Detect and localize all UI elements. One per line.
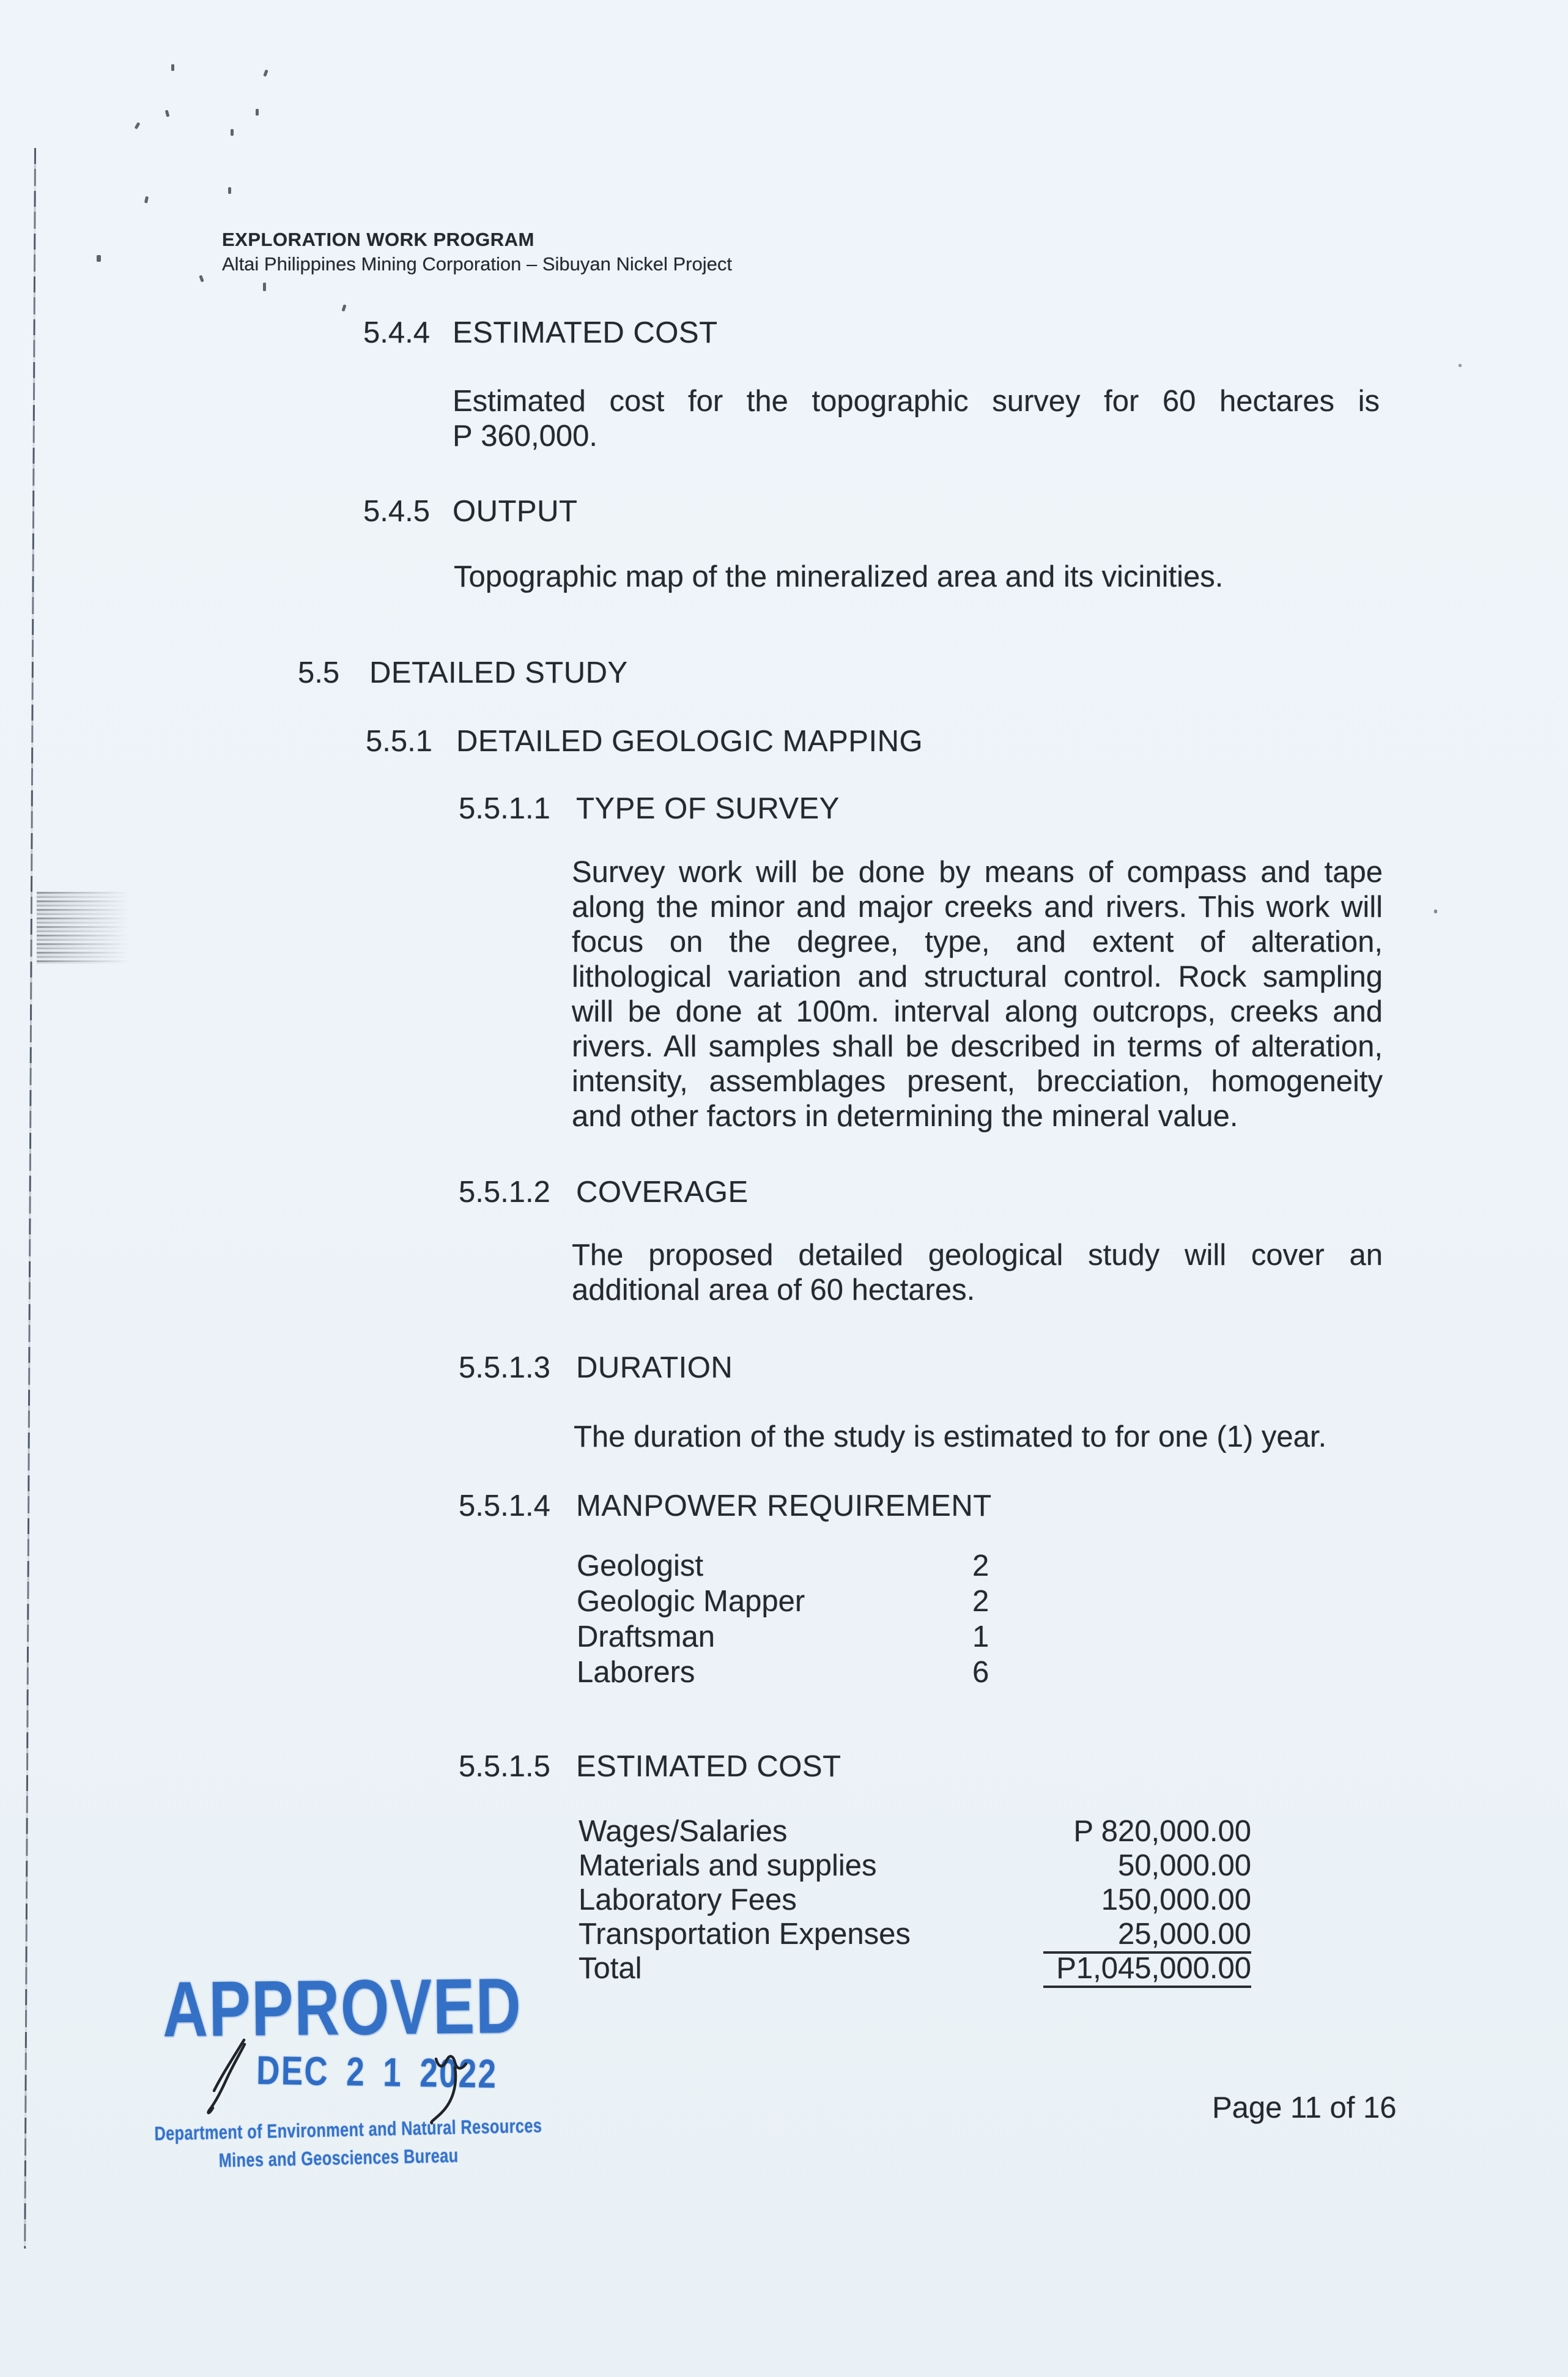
section-title: ESTIMATED COST xyxy=(576,1750,841,1783)
scan-speckle xyxy=(228,187,231,194)
manpower-row xyxy=(577,1620,1041,1655)
manpower-table xyxy=(577,1549,1041,1691)
scan-speckle xyxy=(231,129,234,136)
paragraph-coverage: The proposed detailed geological study will cover an additional area of 60 hectares. xyxy=(572,1239,1383,1307)
company-project-line: Altai Philippines Mining Corporation – Sibuyan Nickel Project xyxy=(222,253,732,275)
cost-row xyxy=(579,1814,1251,1849)
section-number: 5.5.1.4 xyxy=(459,1489,550,1522)
agency-stamp-line2: Mines and Geosciences Bureau xyxy=(218,2144,459,2171)
section-number: 5.5 xyxy=(298,656,340,689)
manpower-role: Geologist xyxy=(577,1549,704,1582)
cost-amount-underlined: 25,000.00 xyxy=(1043,1917,1251,1954)
program-title: EXPLORATION WORK PROGRAM xyxy=(222,229,534,250)
scan-speckle xyxy=(97,255,101,262)
cost-amount: 150,000.00 xyxy=(1101,1883,1251,1916)
section-heading-5511 xyxy=(459,792,840,826)
section-heading-55 xyxy=(298,656,628,690)
scan-speckle xyxy=(263,69,268,76)
scan-edge-line xyxy=(24,148,36,2249)
cost-row xyxy=(579,1849,1251,1883)
section-title: COVERAGE xyxy=(576,1176,749,1209)
section-title: DETAILED STUDY xyxy=(369,656,628,689)
cost-item-label: Materials and supplies xyxy=(579,1849,877,1882)
page-number: Page 11 of 16 xyxy=(1212,2091,1397,2124)
approved-stamp: APPROVED xyxy=(162,1962,522,2053)
date-received-stamp: DEC 2 1 2022 xyxy=(256,2047,498,2097)
section-title: ESTIMATED COST xyxy=(453,316,718,349)
scan-speckle xyxy=(199,275,204,282)
section-number: 5.5.1.3 xyxy=(459,1351,550,1384)
section-number: 5.5.1.5 xyxy=(459,1750,550,1783)
scan-speckle xyxy=(144,196,149,204)
manpower-row xyxy=(577,1655,1041,1691)
cost-amount: 50,000.00 xyxy=(1118,1849,1251,1882)
section-heading-5515 xyxy=(459,1749,841,1784)
cost-item-label: Laboratory Fees xyxy=(579,1883,797,1916)
scan-speckle xyxy=(341,304,346,311)
manpower-role: Laborers xyxy=(577,1656,695,1689)
section-heading-544 xyxy=(363,316,718,350)
section-heading-551 xyxy=(366,724,923,758)
section-heading-545 xyxy=(363,494,577,528)
document-header xyxy=(222,228,732,276)
agency-stamp-line1: Department of Environment and Natural Resources xyxy=(154,2114,542,2145)
cost-item-label: Wages/Salaries xyxy=(579,1815,788,1848)
cost-item-label: Transportation Expenses xyxy=(579,1918,911,1951)
manpower-role: Geologic Mapper xyxy=(577,1585,805,1618)
scan-speckle xyxy=(135,122,141,129)
section-title: TYPE OF SURVEY xyxy=(576,792,840,825)
section-heading-5512 xyxy=(459,1175,749,1209)
cost-row-total xyxy=(579,1951,1251,1986)
section-title: OUTPUT xyxy=(453,495,578,528)
section-number: 5.5.1.1 xyxy=(459,792,550,825)
manpower-role: Draftsman xyxy=(577,1620,716,1653)
section-number: 5.4.5 xyxy=(363,495,430,528)
agency-stamp xyxy=(154,2112,542,2176)
section-number: 5.4.4 xyxy=(363,316,430,349)
section-number: 5.5.1.2 xyxy=(459,1176,550,1209)
manpower-count: 2 xyxy=(972,1585,989,1618)
cost-amount: P 820,000.00 xyxy=(1073,1815,1251,1848)
scan-smudge xyxy=(37,892,133,964)
paragraph-duration: The duration of the study is estimated to for one (1) year. xyxy=(574,1420,1327,1453)
manpower-count: 2 xyxy=(972,1549,989,1582)
manpower-count: 6 xyxy=(972,1656,989,1689)
scan-speckle xyxy=(171,64,174,71)
scan-speckle xyxy=(1434,910,1437,913)
cost-row xyxy=(579,1917,1251,1951)
cost-table xyxy=(579,1814,1251,1986)
paragraph-type-of-survey: Survey work will be done by means of compass and tape along the minor and major creeks and rivers. This work will focus on the degree, type, and extent of alteration, lithological variation and structural control. Rock sampling will be done at 100m. interval along outcrops, creeks and rivers. All samples shall be described in terms of alteration, intensity, assemblages present, brecciation, homogeneity and other factors in determining the mineral value. xyxy=(572,856,1383,1133)
section-title: DURATION xyxy=(576,1351,733,1384)
paragraph-output-topo: Topographic map of the mineralized area and its vicinities. xyxy=(454,560,1224,593)
cost-amount-underlined: P1,045,000.00 xyxy=(1043,1951,1251,1988)
section-title: MANPOWER REQUIREMENT xyxy=(576,1489,992,1522)
paragraph-estimated-cost-topo: Estimated cost for the topographic survey for 60 hectares is P 360,000. xyxy=(453,385,1380,453)
scan-speckle xyxy=(1459,364,1462,367)
manpower-row xyxy=(577,1549,1041,1584)
section-heading-5513 xyxy=(459,1351,733,1385)
cost-row xyxy=(579,1883,1251,1917)
scan-speckle xyxy=(165,110,170,117)
cost-item-label: Total xyxy=(579,1952,642,1985)
manpower-count: 1 xyxy=(972,1620,989,1653)
section-number: 5.5.1 xyxy=(366,725,432,758)
scan-speckle xyxy=(256,109,259,116)
section-title: DETAILED GEOLOGIC MAPPING xyxy=(456,725,923,758)
manpower-row xyxy=(577,1584,1041,1620)
section-heading-5514 xyxy=(459,1489,992,1523)
scan-speckle xyxy=(263,283,266,291)
